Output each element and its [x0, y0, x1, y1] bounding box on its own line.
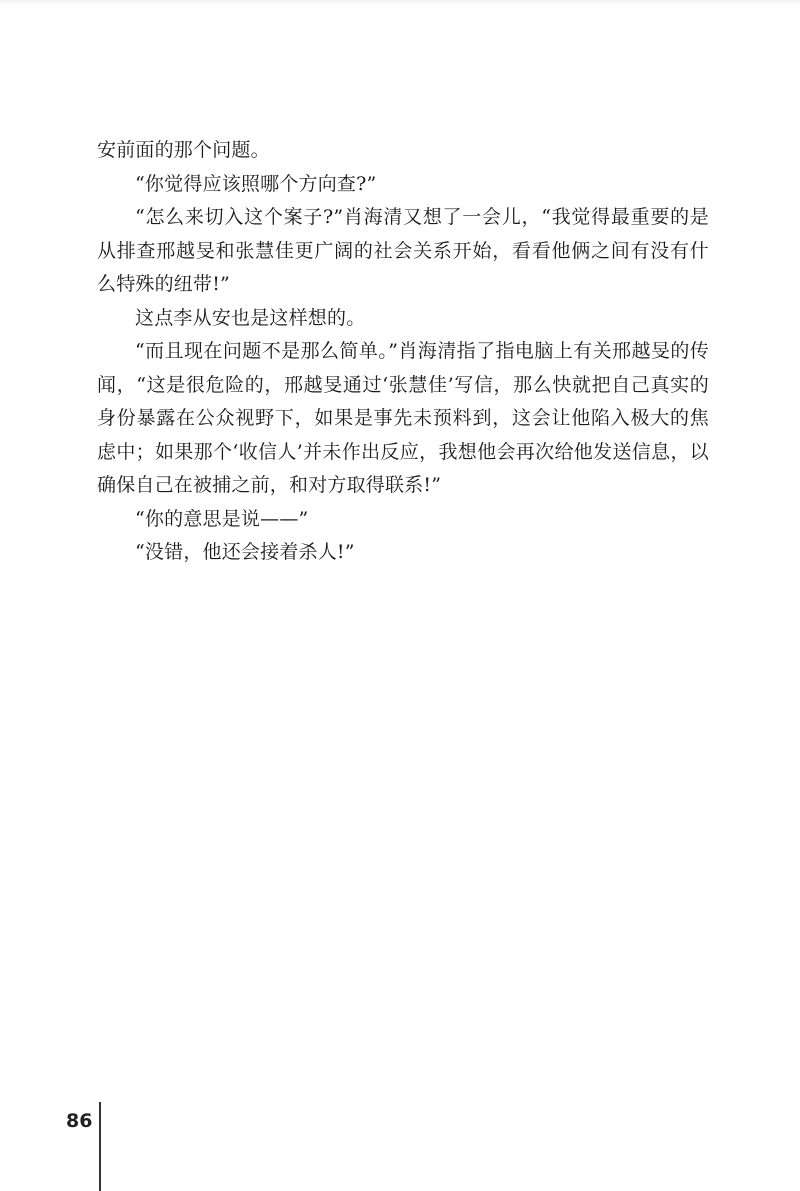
paragraph: 这点李从安也是这样想的。 — [135, 306, 366, 329]
paragraph: “你觉得应该照哪个方向查?” — [135, 172, 377, 195]
page-number: 86 — [66, 1110, 93, 1132]
paragraph: “你的意思是说——” — [135, 507, 309, 530]
margin-rule — [99, 1102, 101, 1191]
paragraph: “没错，他还会接着杀人!” — [135, 541, 355, 563]
paragraph: “怎么来切入这个案子?”肖海清又想了一会儿，“我觉得最重要的是从排查邢越旻和张慧佳更广阔的社会关系开始，看看他俩之间有没有什么特殊的纽带!” — [97, 206, 709, 295]
paragraph: “而且现在问题不是那么简单。”肖海清指了指电脑上有关邢越旻的传闻，“这是很危险的，邢越旻通过‘张慧佳’写信，那么快就把自己真实的身份暴露在公众视野下，如果是事先未预料到，这会让他陷入极大的焦虑中；如果那个‘收信人’并未作出反应，我想他会再次给他发送信息，以确保自己在被捕之前，和对方取得联系!” — [97, 340, 709, 496]
body-text — [97, 134, 709, 570]
paragraph: 安前面的那个问题。 — [97, 139, 270, 161]
page-top-edge — [0, 0, 800, 6]
